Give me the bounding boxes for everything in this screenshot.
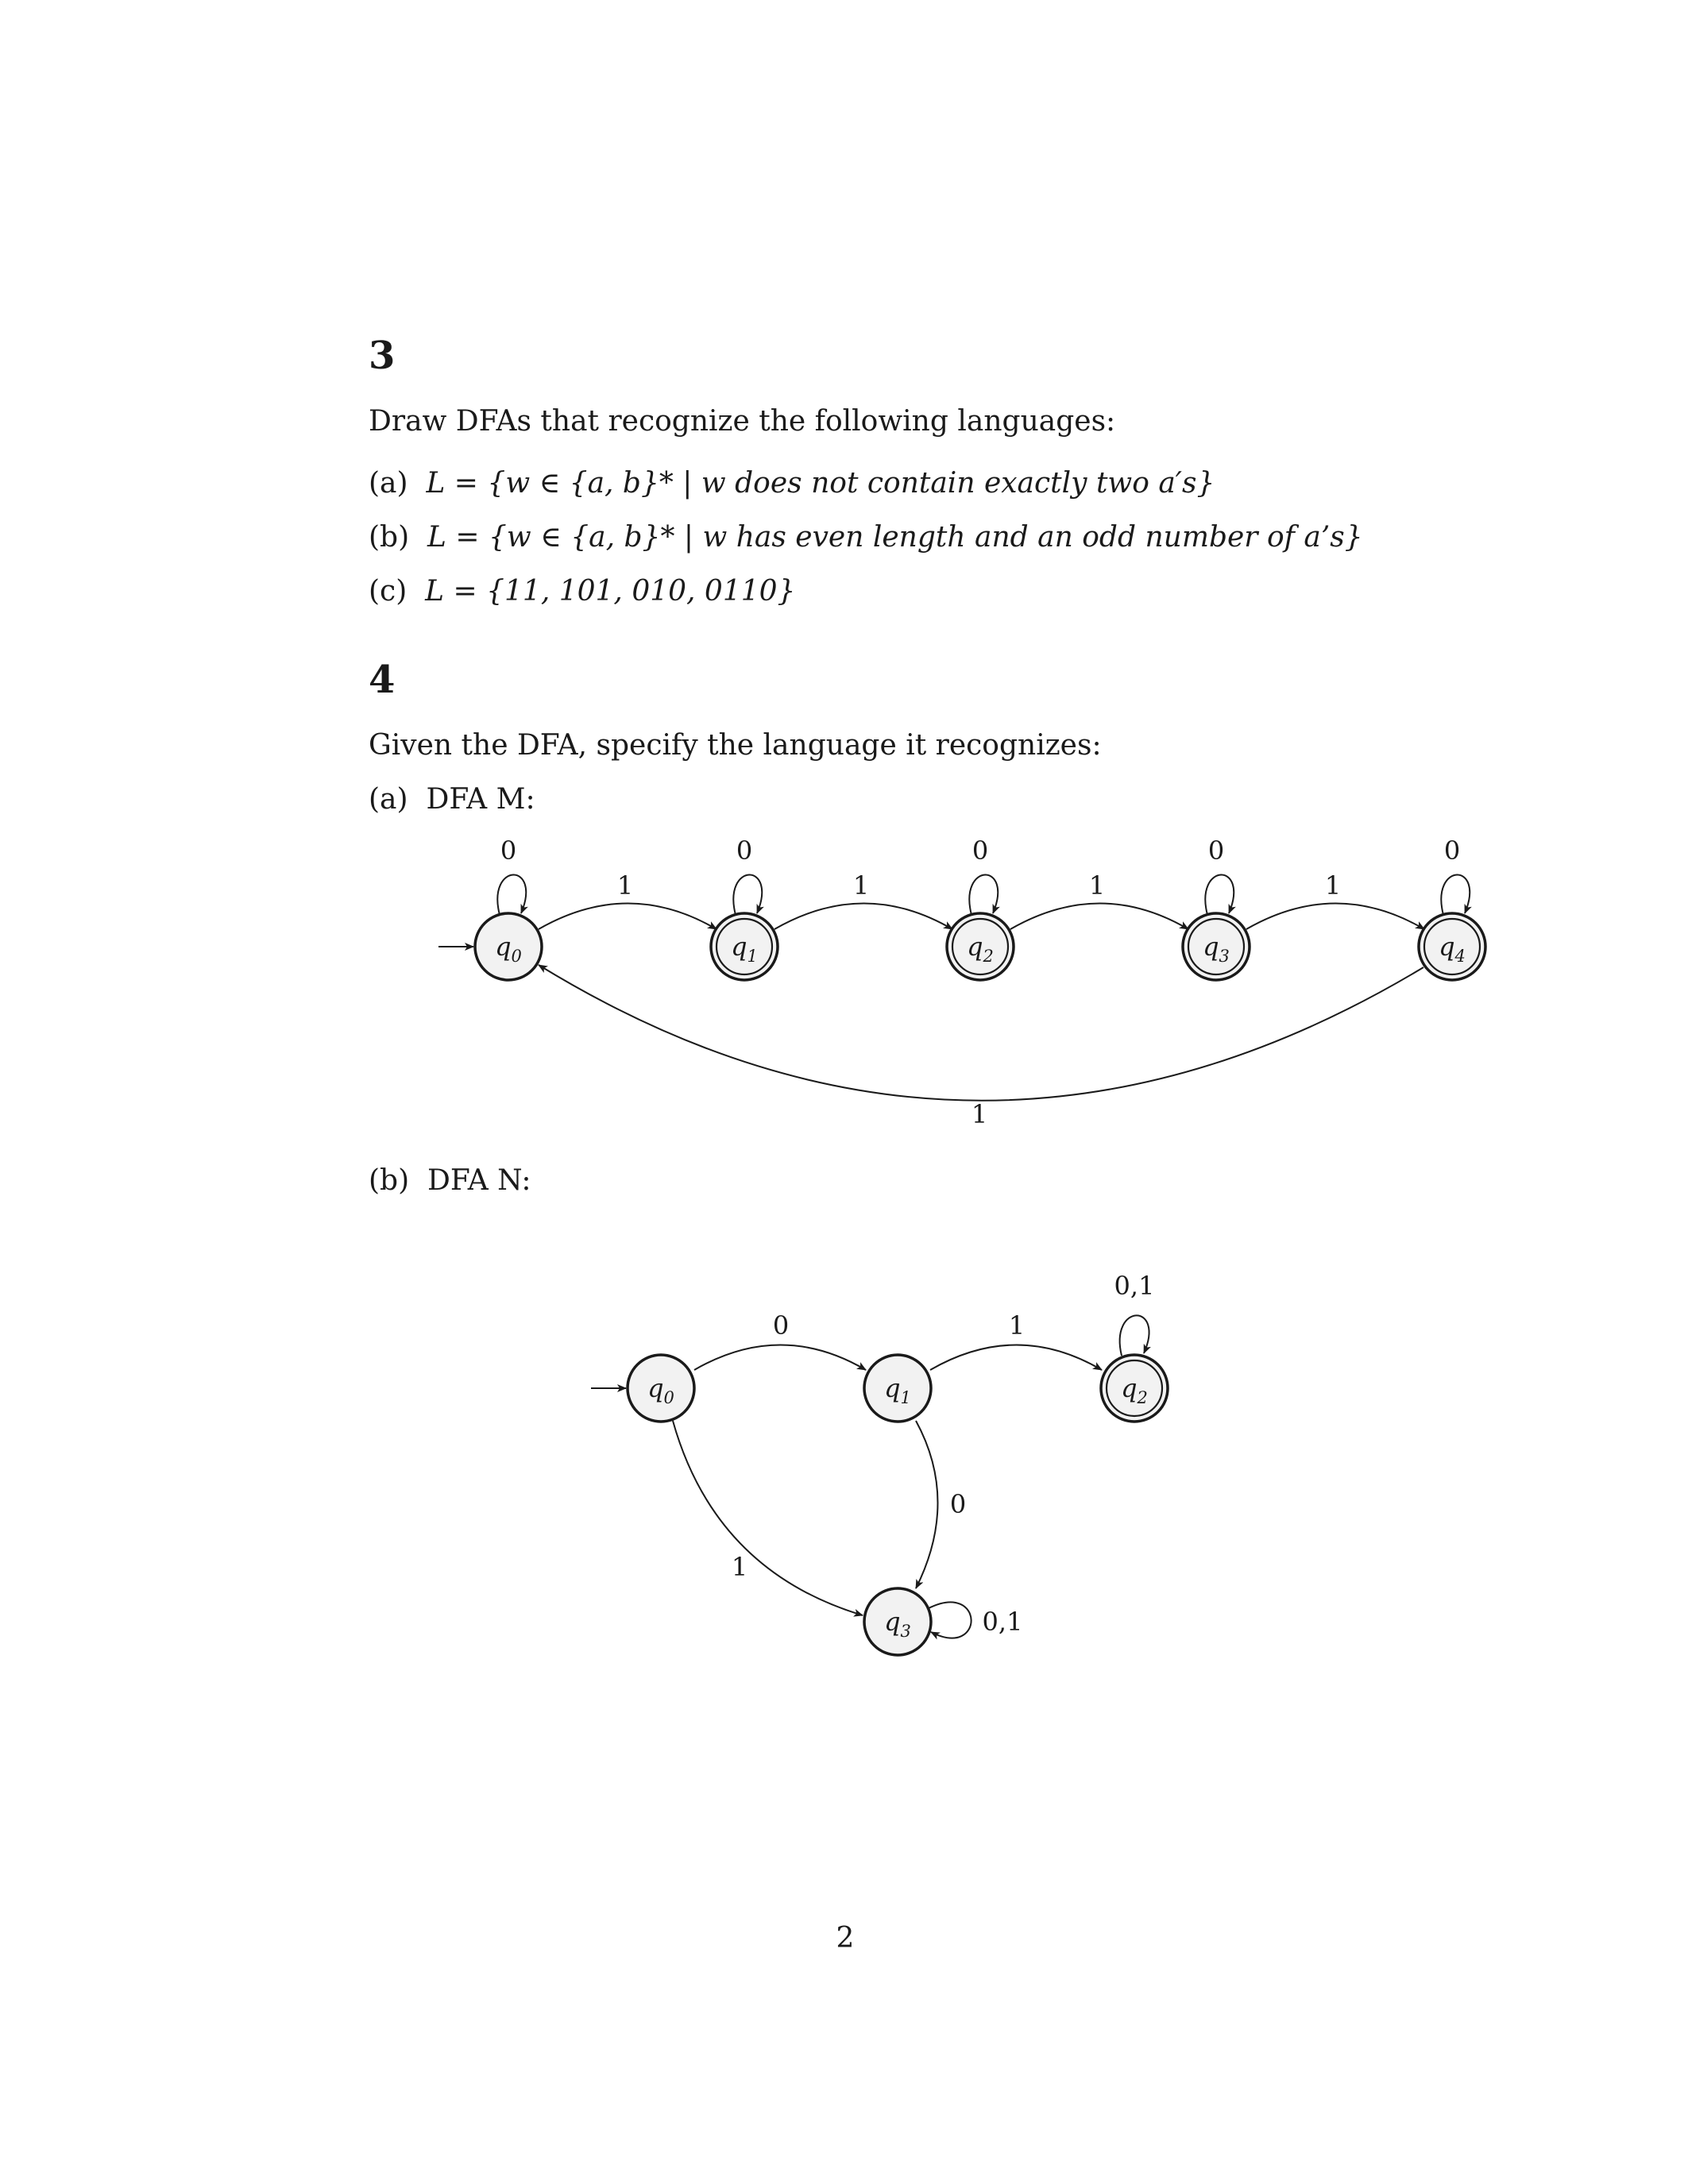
dfa-m-state-q1: [711, 913, 778, 980]
dfa-m-loop-q3: [1205, 874, 1234, 915]
dfa-n-state-q1: [864, 1355, 931, 1422]
dfa-m-label-loop-q2: 0: [971, 835, 989, 866]
dfa-n-loop-q2: [1120, 1315, 1149, 1356]
dfa-m-loop-q0: [497, 874, 526, 915]
dfa-n-label: (b): [369, 1164, 410, 1197]
dfa-m-label-q0-q1: 1: [616, 870, 634, 901]
dfa-m-state-q0: [475, 913, 542, 980]
dfa-m-label-loop-q4: 0: [1443, 835, 1461, 866]
dfa-m-label-q3-q4: 1: [1324, 870, 1342, 901]
dfa-n-state-q2: [1101, 1355, 1168, 1422]
state-subscript: 1: [900, 1388, 911, 1407]
dfa-m-edge-q0-q1: [539, 904, 717, 930]
dfa-n-loop-q3: [929, 1602, 971, 1638]
dfa-n-state-q3: [864, 1588, 931, 1655]
dfa-m-edge-q1-q2: [774, 904, 952, 930]
svg-text:q3: $q_3$: [884, 1607, 911, 1641]
dfa-m-label-loop-q1: 0: [736, 835, 753, 866]
item-text: L = {w ∈ {a, b}* | w does not contain exactly two a′s}: [426, 467, 1215, 500]
dfa-n-edge-q0-q1: [694, 1345, 866, 1371]
dfa-m-loop-q4: [1441, 874, 1470, 915]
dfa-n-edge-q0-q3: [673, 1421, 863, 1615]
dfa-m-loop-q1: [733, 874, 762, 915]
dfa-m-label-q4-q0: 1: [971, 1099, 988, 1129]
dfa-n-title: DFA N:: [427, 1164, 531, 1197]
dfa-m-label-loop-q3: 0: [1207, 835, 1225, 866]
dfa-m-label-q1-q2: 1: [852, 870, 870, 901]
dfa-m-state-q2: [947, 913, 1014, 980]
state-subscript: 0: [663, 1388, 674, 1407]
item-label: (b): [369, 521, 410, 554]
item-label: (c): [369, 575, 408, 608]
section-3-heading: 3: [369, 334, 396, 378]
dfa-n-diagram: [591, 1271, 1168, 1655]
svg-text:q3: $q_3$: [1203, 932, 1230, 966]
item-text: L = {w ∈ {a, b}* | w has even length and an odd number of a’s}: [427, 521, 1363, 554]
dfa-m-title: DFA M:: [426, 783, 535, 816]
section-3-intro: Draw DFAs that recognize the following languages:: [369, 405, 1116, 438]
dfa-m-edge-q4-q0: [539, 965, 1423, 1101]
item-label: (a): [369, 467, 408, 500]
svg-text:q4: $q_4$: [1439, 932, 1466, 966]
state-subscript: 1: [747, 947, 758, 966]
page-number: 2: [836, 1922, 855, 1954]
section-4-intro: Given the DFA, specify the language it recognizes:: [369, 729, 1102, 762]
state-subscript: 3: [1219, 947, 1230, 966]
dfa-n-label-q0-q1: 0: [772, 1310, 790, 1341]
dfa-n-label-loop-q3: 0,1: [982, 1607, 1023, 1637]
state-subscript: 4: [1454, 947, 1466, 966]
dfa-n-label-loop-q2: 0,1: [1114, 1271, 1155, 1301]
dfa-n-edge-q1-q3: [916, 1421, 938, 1588]
dfa-n-label-q1-q2: 1: [1008, 1310, 1026, 1341]
svg-text:q2: $q_2$: [967, 932, 994, 966]
dfa-m-label: (a): [369, 783, 408, 816]
dfa-n-label-q1-q3: 0: [949, 1489, 967, 1519]
state-subscript: 0: [511, 947, 522, 966]
dfa-m-state-q4: [1419, 913, 1485, 980]
svg-text:q0: $q_0$: [495, 932, 522, 966]
dfa-m-edge-q3-q4: [1246, 904, 1424, 930]
state-subscript: 2: [983, 947, 994, 966]
dfa-m-loop-q2: [969, 874, 998, 915]
svg-text:q0: $q_0$: [647, 1373, 674, 1407]
dfa-m-label-loop-q0: 0: [500, 835, 517, 866]
section-4-heading: 4: [369, 658, 396, 702]
svg-text:q2: $q_2$: [1121, 1373, 1148, 1407]
dfa-m-edge-q2-q3: [1010, 904, 1188, 930]
dfa-n-state-q0: [628, 1355, 694, 1422]
svg-text:q1: $q_1$: [731, 932, 758, 966]
dfa-m-label-q2-q3: 1: [1088, 870, 1106, 901]
item-text: L = {11, 101, 010, 0110}: [425, 575, 796, 608]
dfa-n-edge-q1-q2: [930, 1345, 1102, 1371]
dfa-n-label-q0-q3: 1: [731, 1552, 748, 1582]
state-subscript: 2: [1137, 1388, 1148, 1407]
svg-text:q1: $q_1$: [884, 1373, 911, 1407]
state-subscript: 3: [900, 1622, 911, 1641]
dfa-m-state-q3: [1183, 913, 1250, 980]
dfa-m-diagram: [438, 835, 1485, 1129]
